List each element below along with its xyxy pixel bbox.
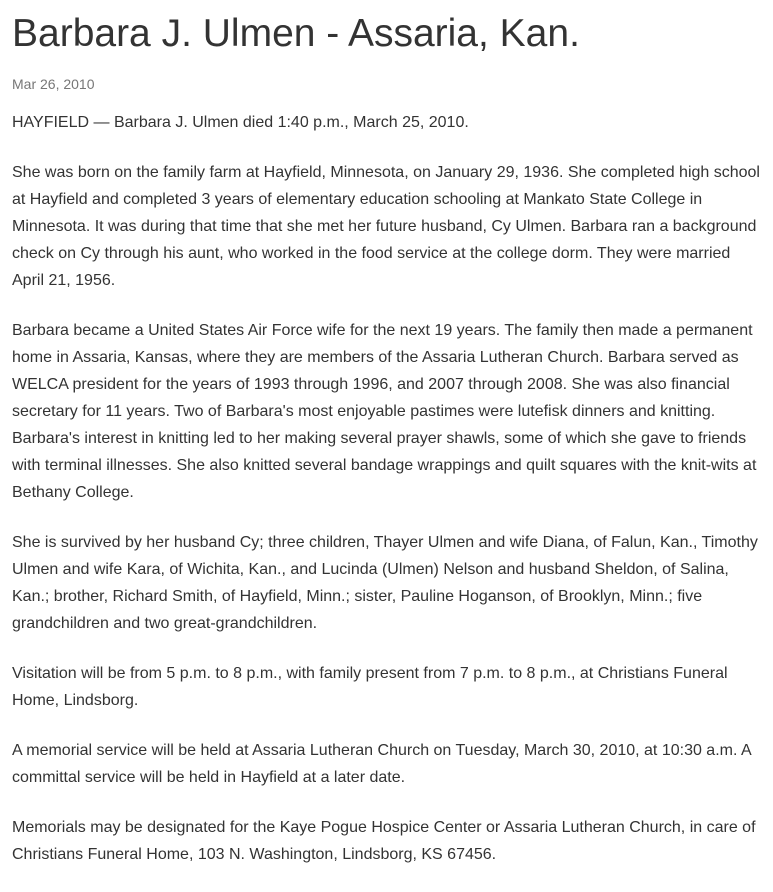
publish-date: Mar 26, 2010 — [12, 76, 95, 92]
paragraph-survivors: She is survived by her husband Cy; three children, Thayer Ulmen and wife Diana, of Falun, Kan., Timothy Ulmen and wife Kara, of Wichita, Kan., and Lucinda (Ulmen) Nelson and husband Sheldon, of Salina, Kan.; brother, Richard Smith, of Hayfield, Minn.; sister, Pauline Hoganson, of Brooklyn, Minn.; five grandchildren and two great-grandchildren. — [12, 534, 758, 632]
article-title: Barbara J. Ulmen - Assaria, Kan. — [12, 12, 580, 55]
paragraph-early-life: She was born on the family farm at Hayfield, Minnesota, on January 29, 1936. She completed high school at Hayfield and completed 3 years of elementary education schooling at Mankato State College in Minnesota. It was during that time that she met her future husband, Cy Ulmen. Barbara ran a background check on Cy through his aunt, who worked in the food service at the college dorm. They were married April 21, 1956. — [12, 164, 760, 289]
paragraph-memorial-service: A memorial service will be held at Assaria Lutheran Church on Tuesday, March 30, 2010, at 10:30 a.m. A committal service will be held in Hayfield at a later date. — [12, 742, 751, 786]
article-body — [12, 109, 761, 868]
paragraph-career-church: Barbara became a United States Air Force wife for the next 19 years. The family then made a permanent home in Assaria, Kansas, where they are members of the Assaria Lutheran Church. Barbara served as WELCA president for the years of 1993 through 1996, and 2007 through 2008. She was also financial secretary for 11 years. Two of Barbara's most enjoyable pastimes were lutefisk dinners and knitting. Barbara's interest in knitting led to her making several prayer shawls, some of which she gave to friends with terminal illnesses. She also knitted several bandage wrappings and quilt squares with the knit-wits at Bethany College. — [12, 322, 757, 501]
paragraph-visitation: Visitation will be from 5 p.m. to 8 p.m., with family present from 7 p.m. to 8 p.m., at Christians Funeral Home, Lindsborg. — [12, 665, 728, 709]
paragraph-death-notice: HAYFIELD — Barbara J. Ulmen died 1:40 p.m., March 25, 2010. — [12, 114, 469, 131]
paragraph-memorials: Memorials may be designated for the Kaye Pogue Hospice Center or Assaria Lutheran Church, in care of Christians Funeral Home, 103 N. Washington, Lindsborg, KS 67456. — [12, 819, 756, 863]
obituary-article — [0, 11, 773, 868]
